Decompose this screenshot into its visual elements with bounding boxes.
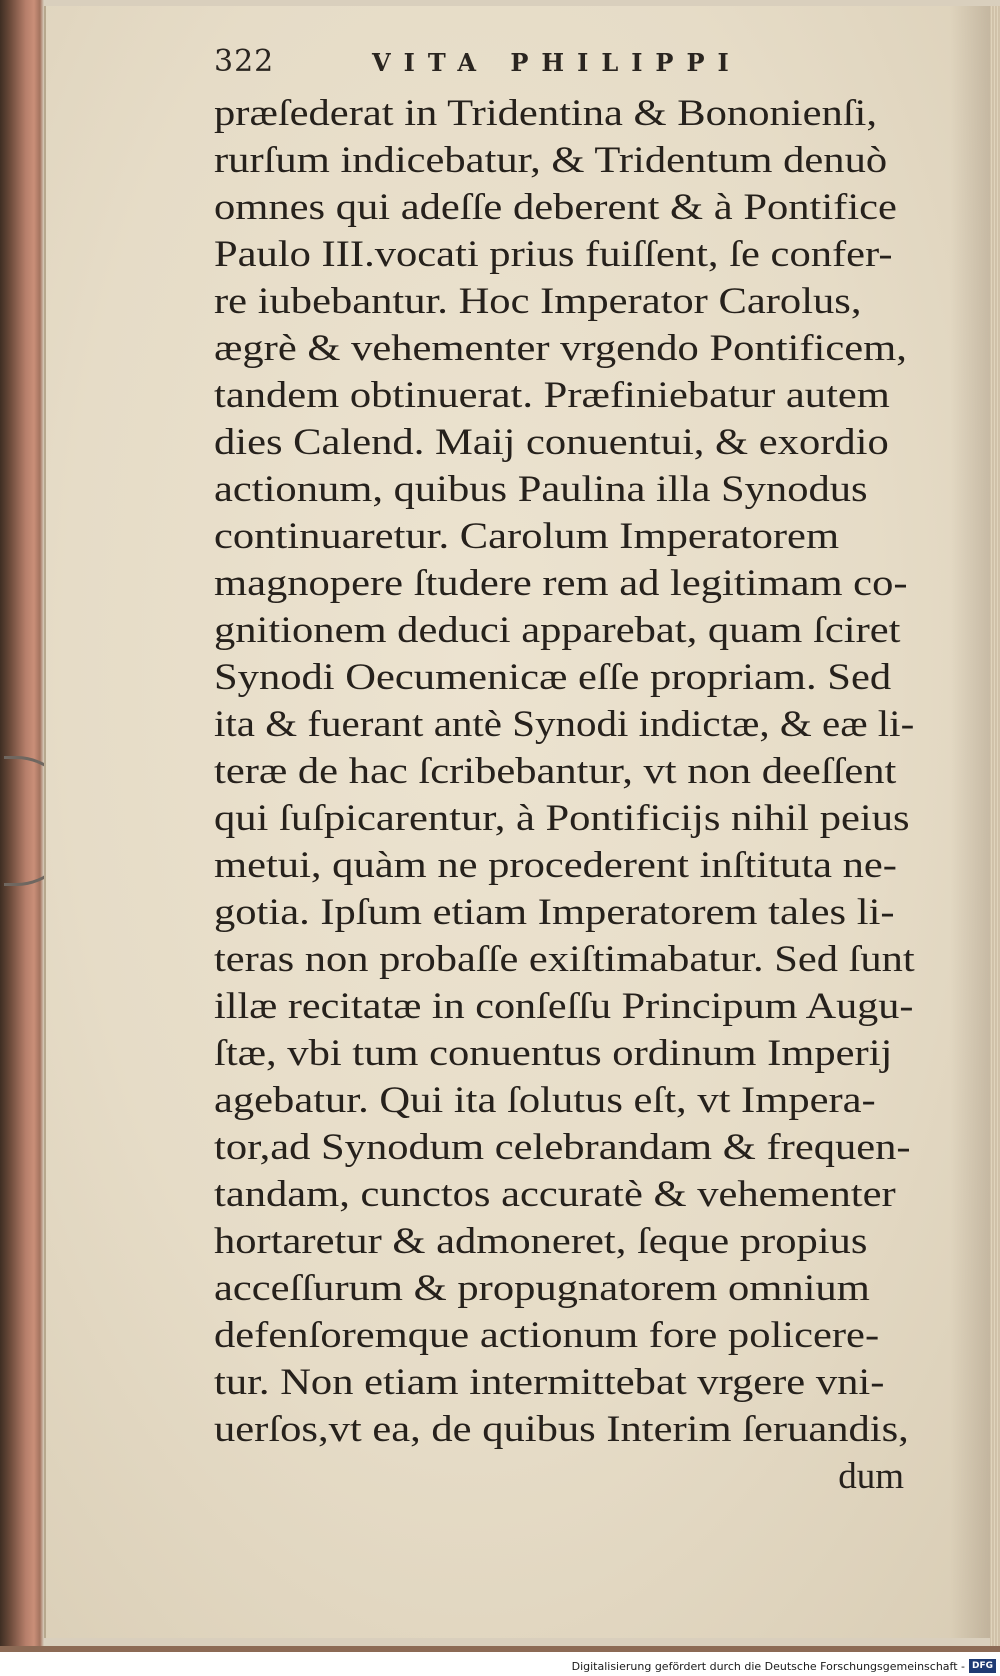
text-line: omnes qui adeſſe deberent & à Pontifice [214, 187, 897, 228]
page-number: 322 [214, 44, 275, 79]
text-line: tur. Non etiam intermittebat vrgere vni- [214, 1362, 885, 1403]
text-line: illæ recitatæ in conſeſſu Principum Augu- [214, 986, 914, 1027]
text-line: præſederat in Tridentina & Bononienſi, [214, 93, 878, 134]
text-line: Synodi Oecumenicæ eſſe propriam. Sed [214, 657, 892, 698]
dfg-logo: DFG [969, 1659, 996, 1673]
text-line: tor,ad Synodum celebrandam & frequen- [214, 1127, 911, 1168]
text-line: teras non probaſſe exiſtimabatur. Sed ſunt [214, 939, 915, 980]
text-line: ſtæ, vbi tum conuentus ordinum Imperij [214, 1033, 893, 1074]
text-line: ægrè & vehementer vrgendo Pontificem, [214, 328, 907, 369]
text-line: re iubebantur. Hoc Imperator Carolus, [214, 281, 862, 322]
text-line: rurſum indicebatur, & Tridentum denuò [214, 140, 888, 181]
footer-credit-text: Digitalisierung gefördert durch die Deutsche Forschungsgemeinschaft - [571, 1659, 965, 1673]
text-line: tandem obtinuerat. Præfiniebatur autem [214, 375, 890, 416]
text-line: magnopere ſtudere rem ad legitimam co- [214, 563, 908, 604]
text-line: hortaretur & admoneret, ſeque propius [214, 1221, 868, 1262]
text-line: dies Calend. Maij conuentui, & exordio [214, 422, 889, 463]
text-line: acceſſurum & propugnatorem omnium [214, 1268, 870, 1309]
text-line: teræ de hac ſcribebantur, vt non deeſſent [214, 751, 897, 792]
text-line: gotia. Ipſum etiam Imperatorem tales li- [214, 892, 895, 933]
text-line: tandam, cunctos accuratè & vehementer [214, 1174, 896, 1215]
text-line: metui, quàm ne procederent inſtituta ne- [214, 845, 897, 886]
body-text [214, 90, 934, 1500]
text-line: agebatur. Qui ita ſolutus eſt, vt Impera- [214, 1080, 876, 1121]
text-line: uerſos,vt ea, de quibus Interim ſeruandis, [214, 1409, 909, 1450]
text-line: actionum, quibus Paulina illa Synodus [214, 469, 868, 510]
digitization-footer [0, 1655, 1000, 1676]
running-head-title: VITA PHILIPPI [372, 48, 742, 77]
text-line: gnitionem deduci apparebat, quam ſciret [214, 610, 901, 651]
text-line: qui ſuſpicarentur, à Pontificijs nihil peius [214, 798, 910, 839]
running-head [214, 44, 904, 84]
text-line: continuaretur. Carolum Imperatorem [214, 516, 840, 557]
text-line: defenſoremque actionum fore policere- [214, 1315, 880, 1356]
catchword: dum [838, 1456, 904, 1497]
text-line: ita & fuerant antè Synodi indictæ, & eæ li- [214, 704, 915, 745]
text-line: Paulo III.vocati prius fuiſſent, ſe confer- [214, 234, 893, 275]
